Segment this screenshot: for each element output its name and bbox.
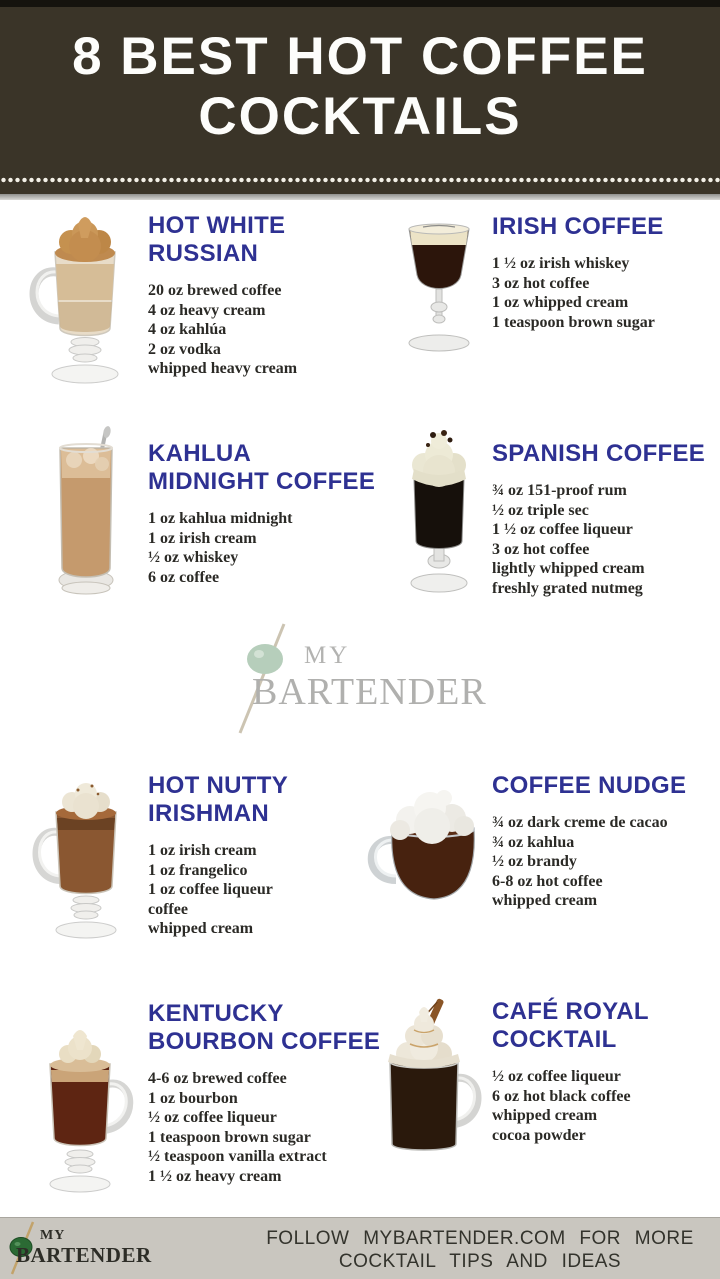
ingredient: cocoa powder: [492, 1126, 586, 1144]
ingredient: whipped cream: [492, 892, 598, 909]
ingredient-list: [148, 509, 398, 587]
recipe-text-block: [148, 772, 388, 939]
recipe-text-block: [492, 998, 720, 1145]
ingredient: 1 ½ oz irish whiskey: [492, 255, 630, 272]
ingredient: 1 oz frangelico: [148, 861, 248, 879]
ingredient: ½ oz coffee liqueur: [148, 1109, 277, 1126]
title-line: CAFÉ ROYAL: [492, 998, 649, 1025]
ingredient-list: [492, 481, 720, 598]
footer-text-line: FOLLOW MYBARTENDER.COM FOR MORE: [266, 1228, 694, 1249]
header-title-line: COCKTAILS: [198, 87, 522, 146]
header-banner: [0, 7, 720, 194]
ingredient: ½ oz brandy: [492, 853, 577, 870]
ingredient: 1 oz irish cream: [148, 842, 257, 859]
ingredient: 1 oz coffee liqueur: [148, 881, 273, 898]
recipe-text-block: [148, 212, 388, 379]
ingredient: whipped cream: [148, 920, 254, 937]
title-line: KENTUCKY: [148, 1000, 284, 1027]
page-title: [0, 27, 720, 147]
ingredient: 20 oz brewed coffee: [148, 282, 282, 299]
recipe-title: [148, 212, 388, 268]
drink-image-spanish-coffee-icon: [386, 421, 492, 611]
ingredient-list: [492, 813, 720, 911]
watermark-my-text: MY: [304, 642, 351, 669]
title-line: BOURBON COFFEE: [148, 1028, 381, 1055]
ingredient: 2 oz vodka: [148, 340, 221, 358]
ingredient: ½ teaspoon vanilla extract: [148, 1148, 327, 1165]
header-title-line: 8 BEST HOT COFFEE: [72, 27, 648, 86]
ingredient: 3 oz hot coffee: [492, 274, 590, 292]
title-line: MIDNIGHT COFFEE: [148, 468, 376, 495]
recipe-text-block: [492, 772, 720, 911]
dotted-divider: [0, 177, 720, 183]
ingredient: ½ oz whiskey: [148, 549, 239, 566]
ingredient: ¾ oz 151-proof rum: [492, 482, 627, 499]
ingredient-list: [492, 1067, 720, 1145]
title-line: HOT WHITE: [148, 212, 286, 239]
recipe-text-block: [148, 440, 398, 587]
recipe-text-block: [492, 440, 720, 598]
recipe-title: [492, 440, 720, 468]
ingredient-list: [492, 254, 720, 332]
ingredient: 1 oz irish cream: [148, 529, 257, 547]
ingredient: 4-6 oz brewed coffee: [148, 1070, 287, 1087]
ingredient: 1 teaspoon brown sugar: [148, 1128, 311, 1146]
title-line: KAHLUA: [148, 440, 252, 467]
ingredient: ½ oz coffee liqueur: [492, 1068, 621, 1085]
recipe-title: [148, 772, 388, 828]
ingredient: 1 oz kahlua midnight: [148, 510, 293, 527]
title-line: COCKTAIL: [492, 1026, 617, 1053]
title-line: IRISH COFFEE: [492, 213, 664, 240]
title-line: SPANISH COFFEE: [492, 440, 706, 467]
header-shadow-strip: [0, 194, 720, 200]
recipe-title: [492, 998, 720, 1054]
ingredient: ¾ oz dark creme de cacao: [492, 814, 668, 831]
drink-image-kentucky-bourbon-icon: [24, 1020, 140, 1200]
ingredient: coffee: [148, 900, 188, 918]
ingredient: 3 oz hot coffee: [492, 540, 590, 558]
title-line: COFFEE NUDGE: [492, 772, 687, 799]
ingredient: 6-8 oz hot coffee: [492, 872, 603, 890]
title-line: RUSSIAN: [148, 240, 259, 267]
ingredient: 1 oz whipped cream: [492, 294, 629, 311]
title-line: IRISHMAN: [148, 800, 270, 827]
watermark-logo: [232, 618, 502, 743]
ingredient: 4 oz heavy cream: [148, 301, 266, 319]
ingredient: whipped cream: [492, 1107, 598, 1124]
ingredient: lightly whipped cream: [492, 560, 645, 577]
footer-bar: [0, 1217, 720, 1279]
ingredient: 1 teaspoon brown sugar: [492, 313, 655, 331]
recipe-text-block: [492, 213, 720, 332]
drink-image-hot-white-russian-icon: [15, 206, 145, 390]
ingredient-list: [148, 281, 388, 379]
ingredient: 1 ½ oz coffee liqueur: [492, 521, 633, 538]
top-border: [0, 0, 720, 7]
footer-logo-bartender-text: BARTENDER: [16, 1243, 152, 1267]
ingredient: freshly grated nutmeg: [492, 579, 643, 597]
ingredient: ½ oz triple sec: [492, 501, 589, 519]
ingredient: 6 oz hot black coffee: [492, 1087, 631, 1105]
ingredient: 1 oz bourbon: [148, 1089, 238, 1107]
ingredient: 1 ½ oz heavy cream: [148, 1167, 282, 1185]
recipe-title: [148, 440, 398, 496]
footer-logo-my-text: MY: [40, 1228, 66, 1243]
footer-text-line: COCKTAIL TIPS AND IDEAS: [338, 1251, 622, 1272]
drink-image-cafe-royal-icon: [360, 992, 492, 1164]
watermark-bartender-text: BARTENDER: [252, 671, 487, 713]
ingredient-list: [148, 841, 388, 939]
ingredient: whipped heavy cream: [148, 360, 298, 377]
drink-image-coffee-nudge-icon: [360, 778, 500, 910]
ingredient: 6 oz coffee: [148, 568, 220, 586]
ingredient: ¾ oz kahlua: [492, 833, 575, 851]
drink-image-hot-nutty-irishman-icon: [22, 762, 140, 946]
ingredient: 4 oz kahlúa: [148, 321, 227, 338]
recipe-title: [492, 772, 720, 800]
title-line: HOT NUTTY: [148, 772, 289, 799]
footer-message: [250, 1227, 710, 1273]
drink-image-irish-coffee-icon: [385, 203, 493, 365]
recipe-title: [492, 213, 720, 241]
drink-image-kahlua-midnight-icon: [30, 426, 138, 602]
